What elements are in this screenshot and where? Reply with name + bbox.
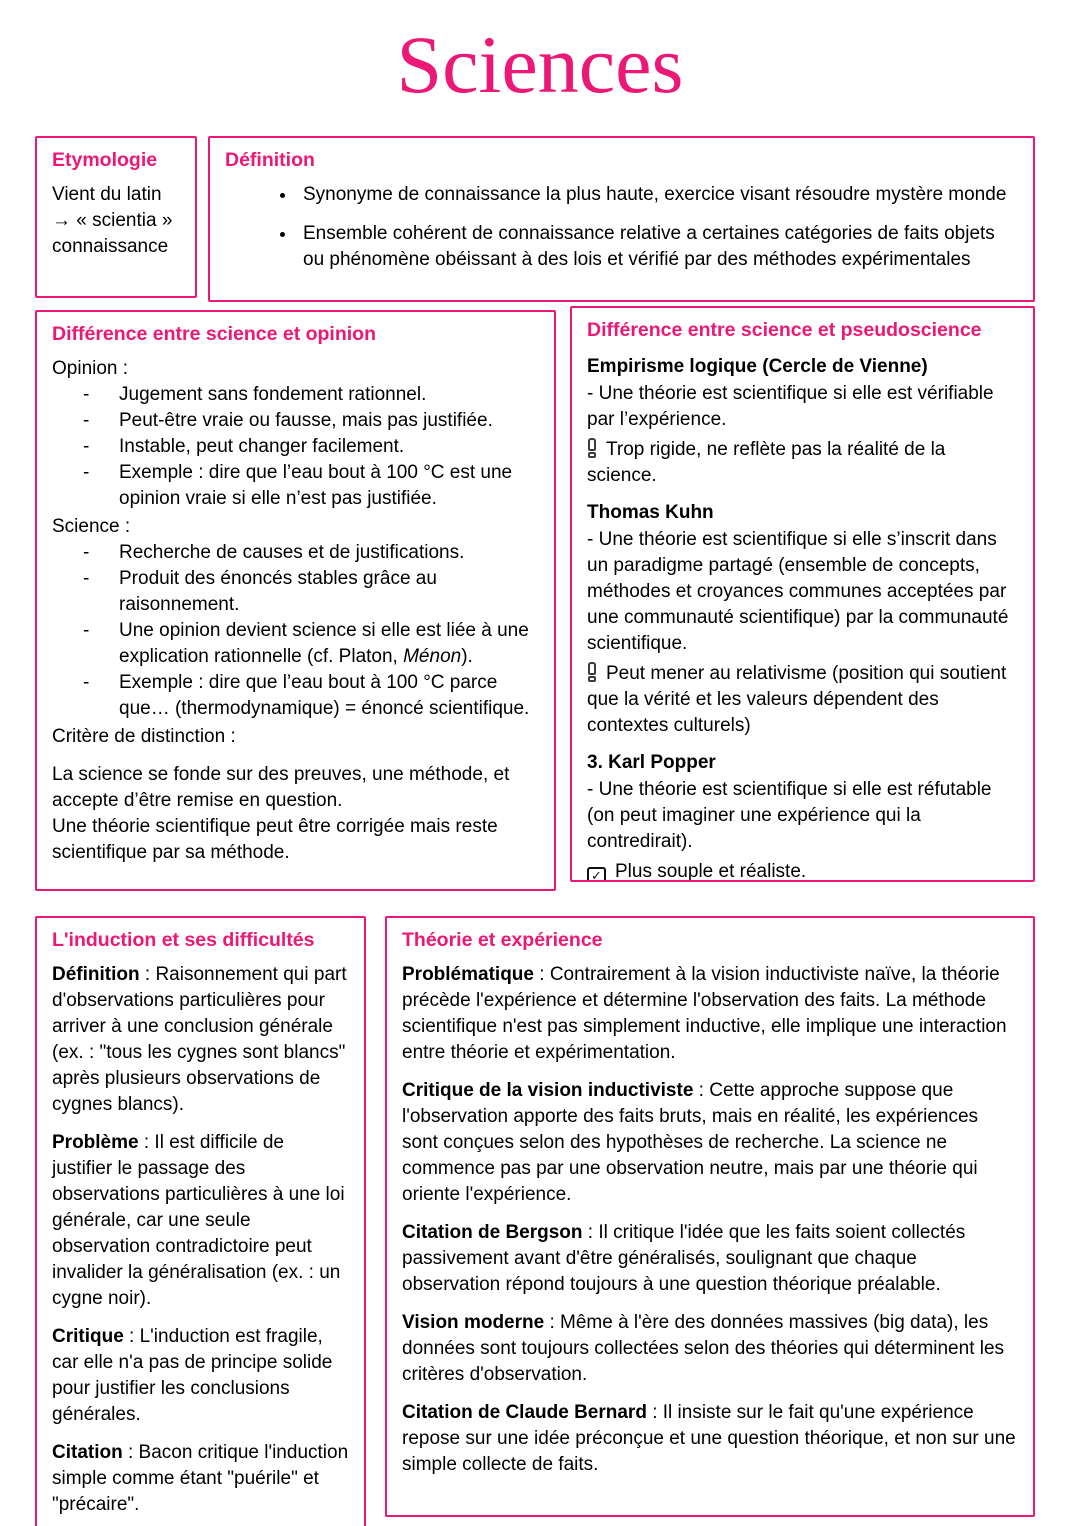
text-segment: : Il critique l'idée que les faits soient collectés passivement avant d'être généralisés, soulignant que chaque observation répond toujours à une question théorique préalable. [402, 1222, 966, 1295]
theory-experience-box [385, 916, 1035, 1517]
bullet-list [225, 182, 1018, 273]
science-vs-pseudoscience-content [587, 354, 1018, 882]
text-segment: Instable, peut changer facilement. [119, 436, 405, 457]
paragraph [587, 527, 1018, 657]
induction-heading: L'induction et ses difficultés [52, 929, 315, 951]
list-item [52, 434, 539, 460]
induction-content [52, 962, 349, 1518]
text-segment: : Il est difficile de justifier le passage des observations particulières à une loi générale, car une seule observation contradictoire peut invalider la généralisation (ex. : un cygne noir). [52, 1132, 345, 1309]
text-segment: Ensemble cohérent de connaissance relative a certaines catégories de faits objets ou phénomène obéissant à des lois et vérifié par des méthodes expérimentales [303, 223, 995, 270]
paragraph [587, 381, 1018, 433]
text-segment: Vision moderne [402, 1312, 545, 1333]
text-segment: : L'induction est fragile, car elle n'a pas de principe solide pour justifier les conclusions générales. [52, 1326, 333, 1425]
text-segment: Recherche de causes et de justifications. [119, 542, 465, 563]
subheading: Thomas Kuhn [587, 502, 714, 523]
list-item [52, 618, 539, 670]
icon-paragraph [587, 661, 1018, 739]
definition-content [225, 182, 1018, 273]
paragraph [402, 1078, 1018, 1208]
text-segment: Exemple : dire que l’eau bout à 100 °C parce que… (thermodynamique) = énoncé scientifique. [119, 672, 530, 719]
text-segment: Jugement sans fondement rationnel. [119, 384, 427, 405]
list-item [297, 221, 1018, 273]
text-segment: Une opinion devient science si elle est liée à une explication rationnelle (cf. Platon, [119, 620, 529, 667]
text-segment: → « scientia » [52, 210, 173, 231]
text-segment: - Une théorie est scientifique si elle est réfutable (on peut imaginer une expérience qui la contredirait). [587, 779, 992, 852]
science-vs-opinion-box [35, 310, 556, 891]
list-item [52, 460, 539, 512]
text-segment: Critère de distinction : [52, 726, 236, 747]
text-segment: Synonyme de connaissance la plus haute, exercice visant résoudre mystère monde [303, 184, 1007, 205]
paragraph [52, 724, 539, 750]
paragraph [402, 962, 1018, 1066]
text-segment: Ménon [403, 646, 462, 667]
text-segment: - Une théorie est scientifique si elle est vérifiable par l’expérience. [587, 383, 994, 430]
paragraph [52, 962, 349, 1118]
paragraph [52, 182, 180, 260]
text-line: Opinion : [52, 358, 129, 379]
text-segment: : Il insiste sur le fait qu'une expérience repose sur une idée préconçue et une question théorique, et non sur une simple collecte de faits. [402, 1402, 1016, 1475]
text-segment: Peut mener au relativisme (position qui soutient que la vérité et les valeurs dépendent des contextes culturels) [587, 663, 1007, 736]
text-segment: Définition [52, 964, 140, 985]
text-segment: Citation de Claude Bernard [402, 1402, 647, 1423]
text-segment: Une théorie scientifique peut être corrigée mais reste scientifique par sa méthode. [52, 816, 498, 863]
science-vs-opinion-content [52, 356, 539, 866]
list-item [52, 408, 539, 434]
paragraph [52, 1324, 349, 1428]
paragraph [402, 1400, 1018, 1478]
paragraph [52, 1130, 349, 1312]
text-segment: : Bacon critique l'induction simple comme étant "puérile" et "précaire". [52, 1442, 349, 1515]
text-segment: connaissance [52, 236, 169, 257]
text-segment: La science se fonde sur des preuves, une méthode, et accepte d’être remise en question. [52, 764, 510, 811]
exclamation-icon [587, 662, 598, 683]
list-item [52, 540, 539, 566]
subheading: Empirisme logique (Cercle de Vienne) [587, 356, 928, 377]
theory-experience-content [402, 962, 1018, 1478]
text-segment: Plus souple et réaliste. [615, 861, 807, 882]
text-segment: Citation de Bergson [402, 1222, 583, 1243]
text-segment: Vient du latin [52, 184, 162, 205]
text-segment: Problème [52, 1132, 139, 1153]
induction-box [35, 916, 366, 1526]
paragraph [52, 762, 539, 866]
theory-experience-heading: Théorie et expérience [402, 929, 603, 951]
paragraph [587, 777, 1018, 855]
dash-list [52, 382, 539, 512]
exclamation-icon [587, 438, 598, 459]
paragraph [52, 1440, 349, 1518]
subheading: 3. Karl Popper [587, 752, 716, 773]
science-vs-pseudoscience-box [570, 306, 1035, 882]
text-segment: : Contrairement à la vision inductiviste naïve, la théorie précède l'expérience et détermine l'observation des faits. La méthode scientifique n'est pas simplement inductive, elle implique une interaction entre théorie et expérimentation. [402, 964, 1007, 1063]
text-segment: : Même à l'ère des données massives (big data), les données sont toujours collectées selon des théories qui déterminent les critères d'observation. [402, 1312, 1005, 1385]
paragraph [402, 1220, 1018, 1298]
list-item [297, 182, 1018, 208]
science-vs-pseudoscience-heading: Différence entre science et pseudoscience [587, 319, 982, 341]
text-segment: - Une théorie est scientifique si elle s’inscrit dans un paradigme partagé (ensemble de concepts, méthodes et croyances communes acceptées par une communauté scientifique) par la communauté scientifique. [587, 529, 1009, 654]
text-segment: Citation [52, 1442, 123, 1463]
definition-heading: Définition [225, 149, 315, 171]
etymology-content [52, 182, 180, 260]
text-segment: Trop rigide, ne reflète pas la réalité de la science. [587, 439, 946, 486]
text-segment: Problématique [402, 964, 534, 985]
definition-box [208, 136, 1035, 302]
page-title: Sciences [396, 19, 684, 110]
list-item [52, 566, 539, 618]
text-segment: : Raisonnement qui part d'observations particulières pour arriver à une conclusion générale (ex. : "tous les cygnes sont blancs" après plusieurs observations de cygnes blancs). [52, 964, 347, 1115]
science-vs-opinion-heading: Différence entre science et opinion [52, 323, 377, 345]
etymology-heading: Etymologie [52, 149, 158, 171]
icon-paragraph [587, 859, 1018, 882]
text-segment: Peut-être vraie ou fausse, mais pas justifiée. [119, 410, 493, 431]
etymology-box [35, 136, 197, 298]
text-segment: Exemple : dire que l’eau bout à 100 °C est une opinion vraie si elle n’est pas justifiée. [119, 462, 513, 509]
text-segment: Critique de la vision inductiviste [402, 1080, 694, 1101]
text-segment: Produit des énoncés stables grâce au raisonnement. [119, 568, 437, 615]
icon-paragraph [587, 437, 1018, 489]
list-item [52, 382, 539, 408]
list-item [52, 670, 539, 722]
text-segment: Critique [52, 1326, 124, 1347]
text-segment: ). [461, 646, 473, 667]
text-segment: : Cette approche suppose que l'observation apporte des faits bruts, mais en réalité, les expériences sont conçues selon des hypothèses de recherche. La science ne commence pas par une observation neutre, mais par une théorie qui oriente l'expérience. [402, 1080, 979, 1205]
dash-list [52, 540, 539, 722]
paragraph [402, 1310, 1018, 1388]
text-line: Science : [52, 516, 131, 537]
checkbox-checked-icon: ✓ [587, 867, 606, 883]
